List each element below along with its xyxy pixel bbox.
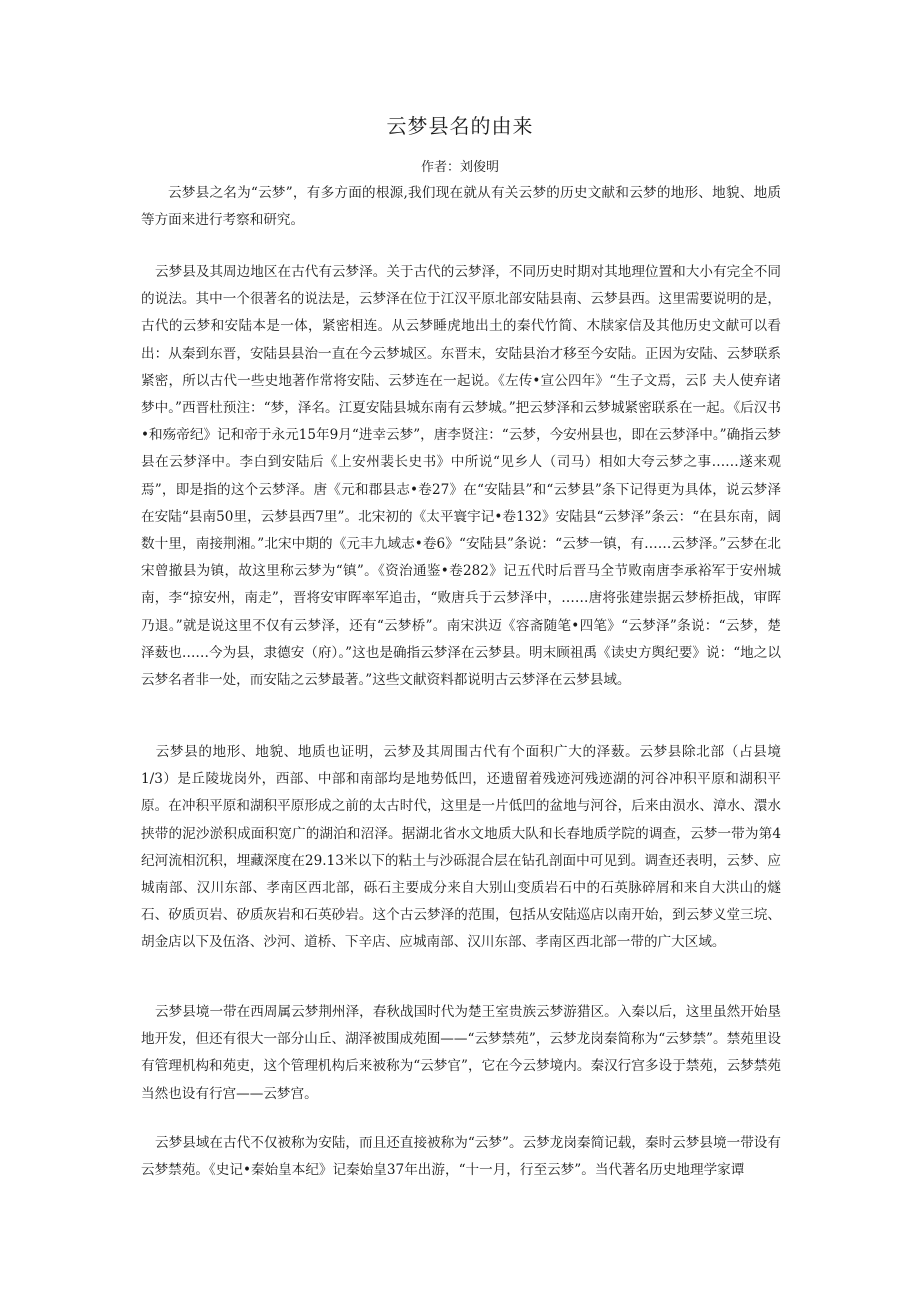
paragraph-2: [141, 739, 781, 957]
paragraph-4-text: 云梦县域在古代不仅被称为安陆，而且还直接被称为“云梦”。云梦龙岗秦简记载，秦时云梦县境一带设有云梦禁苑。《史记•秦始皇本纪》记秦始皇37年出游，“十一月，行至云梦”。当代著名历史地理学家谭: [141, 1135, 781, 1179]
paragraph-1-text: 云梦县及其周边地区在古代有云梦泽。关于古代的云梦泽，不同历史时期对其地理位置和大小有完全不同的说法。其中一个很著名的说法是，云梦泽在位于江汉平原北部安陆县南、云梦县西。这里需要说明的是，古代的云梦和安陆本是一体，紧密相连。从云梦睡虎地出土的秦代竹简、木牍家信及其他历史文献可以看出：从秦到东晋，安陆县县治一直在今云梦城区。东晋末，安陆县治才移至今安陆。正因为安陆、云梦联系紧密，所以古代一些史地著作常将安陆、云梦连在一起说。《左传•宣公四年》“生子文焉，云阝夫人使弃诸梦中。”西晋杜预注：“梦，泽名。江夏安陆县城东南有云梦城。”把云梦泽和云梦城紧密联系在一起。《后汉书•和殇帝纪》记和帝于永元15年9月“进幸云梦”，唐李贤注：“云梦，今安州县也，即在云梦泽中。”确指云梦县在云梦泽中。李白到安陆后《上安州裴长史书》中所说“见乡人（司马）相如大夸云梦之事……遂来观焉”，即是指的这个云梦泽。唐《元和郡县志•卷27》在“安陆县”和“云梦县”条下记得更为具体，说云梦泽在安陆“县南50里，云梦县西7里”。北宋初的《太平寰宇记•卷132》安陆县“云梦泽”条云：“在县东南，阔数十里，南接荆湘。”北宋中期的《元丰九域志•卷6》“安陆县”条说：“云梦一镇，有……云梦泽。”云梦在北宋曾撤县为镇，故这里称云梦为“镇”。《资治通鉴•卷282》记五代时后晋马全节败南唐李承裕军于安州城南，李“掠安州，南走”，晋将安审晖率军追击，“败唐兵于云梦泽中，……唐将张建崇据云梦桥拒战，审晖乃退。”就是说这里不仅有云梦泽，还有“云梦桥”。南宋洪迈《容斋随笔•四笔》“云梦泽”条说：“云梦，楚泽薮也……今为县，隶德安（府）。”这也是确指云梦泽在云梦县。明末顾祖禹《读史方舆纪要》说：“地之以云梦名者非一处，而安陆之云梦最著。”这些文献资料都说明古云梦泽在云梦县域。: [141, 264, 781, 689]
paragraph-2-text: 云梦县的地形、地貌、地质也证明，云梦及其周围古代有个面积广大的泽薮。云梦县除北部（占县境1/3）是丘陵垅岗外，西部、中部和南部均是地势低凹，还遗留着残迹河残迹湖的河谷冲积平原和湖积平原。在冲积平原和湖积平原形成之前的太古时代，这里是一片低凹的盆地与河谷，后来由涢水、漳水、澴水挟带的泥沙淤积成面积宽广的湖泊和沼泽。据湖北省水文地质大队和长春地质学院的调查，云梦一带为第4纪河流相沉积，埋藏深度在29.13米以下的粘土与沙砾混合层在钻孔剖面中可见到。调查还表明，云梦、应城南部、汉川东部、孝南区西北部，砾石主要成分来自大别山变质岩石中的石英脉碎屑和来自大洪山的燧石、矽质页岩、矽质灰岩和石英砂岩。这个古云梦泽的范围，包括从安陆巡店以南开始，到云梦义堂三垸、胡金店以下及伍洛、沙河、道桥、下辛店、应城南部、汉川东部、孝南区西北部一带的广大区域。: [141, 744, 781, 951]
paragraph-4: [141, 1130, 781, 1184]
author-line: 作者：刘俊明: [420, 160, 499, 175]
document-title: 云梦县名的由来: [386, 114, 534, 138]
paragraph-3-text: 云梦县境一带在西周属云梦荆州泽，春秋战国时代为楚王室贵族云梦游猎区。入秦以后，这里虽然开始垦地开发，但还有很大一部分山丘、湖泽被围成苑囿——“云梦禁苑”，云梦龙岗秦简称为“云梦禁”。禁苑里设有管理机构和苑吏，这个管理机构后来被称为“云梦官”，它在今云梦境内。秦汉行宫多设于禁苑，云梦禁苑当然也设有行宫——云梦宫。: [141, 1004, 781, 1102]
paragraph-1: [141, 259, 781, 694]
paragraph-3: [141, 999, 781, 1108]
paragraph-intro: 云梦县之名为“云梦”，有多方面的根源,我们现在就从有关云梦的历史文献和云梦的地形、地貌、地质等方面来进行考察和研究。: [141, 185, 781, 229]
